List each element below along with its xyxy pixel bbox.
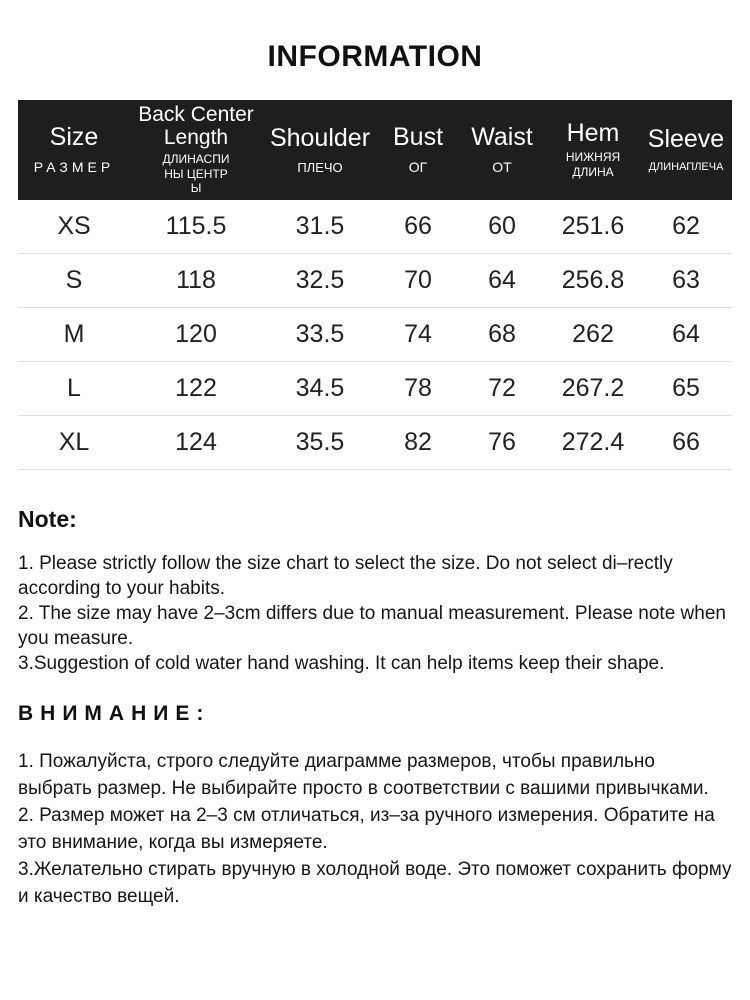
- cell-size: M: [18, 308, 130, 362]
- column-header-hem-en: Hem: [566, 118, 620, 147]
- cell-shoulder: 35.5: [262, 416, 378, 470]
- cell-bust: 74: [378, 308, 458, 362]
- column-header-size-en: Size: [49, 123, 99, 152]
- note-ru-item-1: 1. Пожалуйста, строго следуйте диаграмме размеров, чтобы правильно выбрать размер. Не выбирайте просто в соответствии с вашими привычками.: [18, 751, 709, 800]
- cell-back-center-length: 124: [130, 416, 262, 470]
- column-header-waist-ru: ОТ: [492, 159, 512, 176]
- column-header-bust-en: Bust: [392, 123, 444, 152]
- column-header-sleeve-ru: ДЛИНАПЛЕЧА: [648, 161, 724, 174]
- page-title: INFORMATION: [267, 40, 483, 73]
- cell-hem: 262: [546, 308, 640, 362]
- cell-back-center-length: 115.5: [130, 200, 262, 254]
- column-header-size: [18, 100, 130, 200]
- column-header-hem: [546, 100, 640, 200]
- cell-back-center-length: 118: [130, 254, 262, 308]
- cell-waist: 76: [458, 416, 546, 470]
- column-header-back-center-length: [130, 100, 262, 200]
- column-header-hem-ru: НИЖНЯЯ ДЛИНА: [565, 149, 621, 179]
- column-header-bust: [378, 100, 458, 200]
- cell-shoulder: 32.5: [262, 254, 378, 308]
- cell-waist: 60: [458, 200, 546, 254]
- cell-bust: 82: [378, 416, 458, 470]
- cell-sleeve: 64: [640, 308, 732, 362]
- column-header-sleeve: [640, 100, 732, 200]
- column-header-waist-en: Waist: [471, 123, 533, 152]
- notes-ru-section: [18, 702, 732, 910]
- cell-back-center-length: 120: [130, 308, 262, 362]
- note-ru-item-2: 2. Размер может на 2–3 см отличаться, из–за ручного измерения. Обратите на это внимание, когда вы измеряете.: [18, 805, 715, 854]
- cell-shoulder: 34.5: [262, 362, 378, 416]
- cell-back-center-length: 122: [130, 362, 262, 416]
- notes-ru-heading: ВНИМАНИЕ:: [18, 702, 211, 726]
- column-header-bust-ru: ОГ: [408, 159, 428, 176]
- table-row-s: [18, 254, 732, 308]
- table-row-xl: [18, 416, 732, 470]
- notes-en-heading: Note:: [18, 506, 77, 533]
- cell-sleeve: 62: [640, 200, 732, 254]
- cell-bust: 78: [378, 362, 458, 416]
- cell-size: S: [18, 254, 130, 308]
- note-en-item-2: 2. The size may have 2–3cm differs due to manual measurement. Please note when you measure.: [18, 603, 726, 650]
- cell-hem: 256.8: [546, 254, 640, 308]
- size-chart-header-row: [18, 100, 732, 200]
- size-chart-table: [18, 100, 732, 470]
- cell-bust: 66: [378, 200, 458, 254]
- cell-sleeve: 63: [640, 254, 732, 308]
- column-header-back-center-length-ru: ДЛИНАСПИНЫ ЦЕНТРЫ: [162, 152, 230, 196]
- note-en-item-3: 3.Suggestion of cold water hand washing. It can help items keep their shape.: [18, 653, 665, 675]
- column-header-waist: [458, 100, 546, 200]
- notes-en-section: [18, 506, 732, 676]
- column-header-back-center-length-en: Back Center Length: [138, 103, 254, 149]
- cell-hem: 272.4: [546, 416, 640, 470]
- column-header-shoulder-en: Shoulder: [269, 123, 371, 152]
- cell-hem: 267.2: [546, 362, 640, 416]
- note-en-item-1: 1. Please strictly follow the size chart to select the size. Do not select di–rectly according to your habits.: [18, 553, 673, 600]
- column-header-size-ru: РАЗМЕР: [33, 159, 115, 176]
- cell-waist: 72: [458, 362, 546, 416]
- table-row-m: [18, 308, 732, 362]
- cell-hem: 251.6: [546, 200, 640, 254]
- note-ru-item-3: 3.Желательно стирать вручную в холодной воде. Это поможет сохранить форму и качество вещей.: [18, 859, 732, 908]
- cell-sleeve: 65: [640, 362, 732, 416]
- table-row-l: [18, 362, 732, 416]
- column-header-shoulder-ru: ПЛЕЧО: [297, 159, 343, 175]
- cell-size: L: [18, 362, 130, 416]
- cell-bust: 70: [378, 254, 458, 308]
- cell-waist: 64: [458, 254, 546, 308]
- cell-size: XS: [18, 200, 130, 254]
- cell-shoulder: 31.5: [262, 200, 378, 254]
- cell-sleeve: 66: [640, 416, 732, 470]
- cell-shoulder: 33.5: [262, 308, 378, 362]
- table-row-xs: [18, 200, 732, 254]
- column-header-sleeve-en: Sleeve: [647, 125, 725, 154]
- cell-waist: 68: [458, 308, 546, 362]
- column-header-shoulder: [262, 100, 378, 200]
- cell-size: XL: [18, 416, 130, 470]
